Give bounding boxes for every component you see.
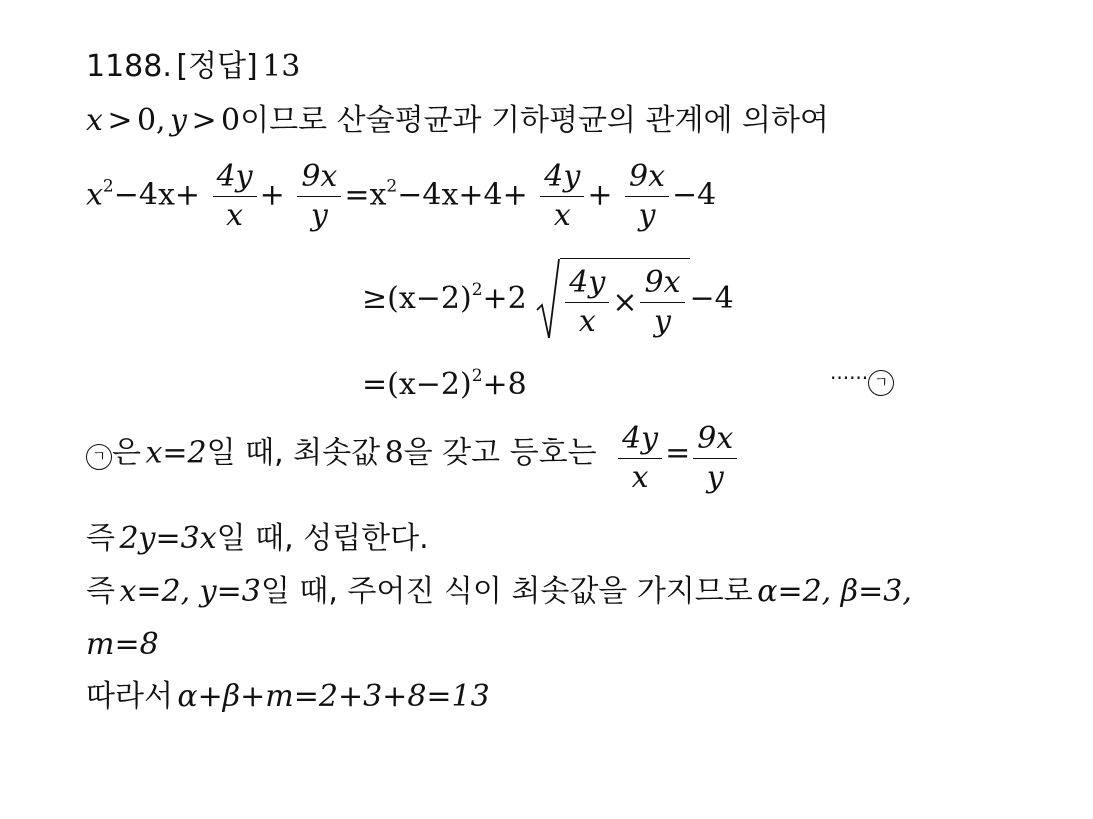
circled-giyeok-marker: ㄱ [868,370,894,396]
equation-line-1 [86,159,717,233]
fraction-numerator: 9x [625,162,669,197]
fraction-numerator: 4y [213,162,257,197]
line6-text-1: 즉 [86,574,115,609]
fraction-denominator: y [310,198,328,233]
radicand [560,258,689,342]
problem-number: 1188. [86,49,172,84]
eq2-end: −4 [689,281,734,316]
fraction-numerator: 9x [640,268,684,303]
fraction-numerator: 9x [297,162,341,197]
line5-text-1: 즉 [86,521,115,556]
line-7 [86,627,159,662]
fraction-numerator: 4y [565,268,609,303]
eq1-rhs-end: −4 [672,177,717,213]
eq2-fraction-2 [640,265,684,339]
answer-tag: [정답] [176,49,258,84]
cond-text-2: 일 때, 최솟값 [206,435,381,471]
line8-text: 따라서 [86,679,173,714]
eq3-square: 2 [471,366,483,386]
radical-sign-icon [536,258,560,342]
line-5 [86,521,429,556]
eq1-equals-x: =x [344,177,387,213]
line8-math: α+β+m=2+3+8=13 [177,679,490,714]
times-sign: × [612,284,638,320]
eq1-fraction-3 [540,159,584,233]
eq2-start: ≥(x−2) [362,281,472,316]
line6-text-2: 일 때, 주어진 식이 최솟값을 가지므로 [260,574,753,609]
equals-sign: = [665,435,691,471]
answer-value: 13 [262,49,301,84]
fraction-numerator: 4y [618,424,662,459]
intro-line [86,103,829,138]
eq1-fraction-4 [625,159,669,233]
eq1-fraction-1 [213,159,257,233]
eq3-end: +8 [482,367,527,402]
line-8 [86,679,490,714]
intro-text: 이므로 산술평균과 기하평균의 관계에 의하여 [240,103,829,138]
eq2-fraction-1 [565,265,609,339]
circled-giyeok-marker: ㄱ [86,444,112,470]
fraction-denominator: x [226,198,244,233]
cond-math-2: 8 [384,435,404,471]
fraction-denominator: y [706,460,724,495]
line7-math: m=8 [86,627,159,662]
cond-math-1: x=2 [145,435,207,471]
fraction-denominator: x [553,198,571,233]
cond-y: y [170,103,187,138]
equation-line-3 [362,368,527,400]
line5-math: 2y=3x [119,521,217,556]
fraction-denominator: x [578,304,596,339]
line6-math-2: α=2, β=3, [757,574,912,609]
cond-gt-1: > [107,103,133,138]
eq1-fraction-2 [297,159,341,233]
fraction-denominator: y [638,198,656,233]
line-6 [86,574,912,609]
cond-zero-2: 0 [221,103,241,138]
fraction-denominator: y [654,304,671,339]
line5-text-2: 일 때, 성립한다. [216,521,429,556]
cond-zero-1: 0, [136,103,166,138]
cond-fraction-2 [693,421,737,495]
eq1-lhs-x: x [86,177,103,213]
leader-dots: ······ [830,366,869,390]
problem-header [86,49,301,84]
cond-x: x [86,103,103,138]
eq1-lhs-square: 2 [102,176,114,197]
cond-text-3: 을 갖고 등호는 [403,435,597,471]
cond-text-1: 은 [112,435,141,471]
fraction-numerator: 4y [540,162,584,197]
fraction-denominator: x [631,460,649,495]
condition-line [86,421,740,495]
fraction-numerator: 9x [693,424,737,459]
eq2-mid: +2 [482,281,527,316]
eq1-rhs-mid: −4x+4+ [397,177,528,213]
square-root [536,258,689,342]
eq1-lhs-mid: −4x+ [113,177,201,213]
line6-math-1: x=2, y=3 [119,574,261,609]
eq1-plus: + [587,177,613,213]
cond-gt-2: > [191,103,217,138]
cond-fraction-1 [618,421,662,495]
eq3-start: =(x−2) [362,367,472,402]
eq2-square: 2 [471,280,483,300]
equation-marker [830,368,894,396]
eq1-rhs-square: 2 [386,176,398,197]
eq1-plus: + [259,177,285,213]
equation-line-2 [362,258,734,342]
